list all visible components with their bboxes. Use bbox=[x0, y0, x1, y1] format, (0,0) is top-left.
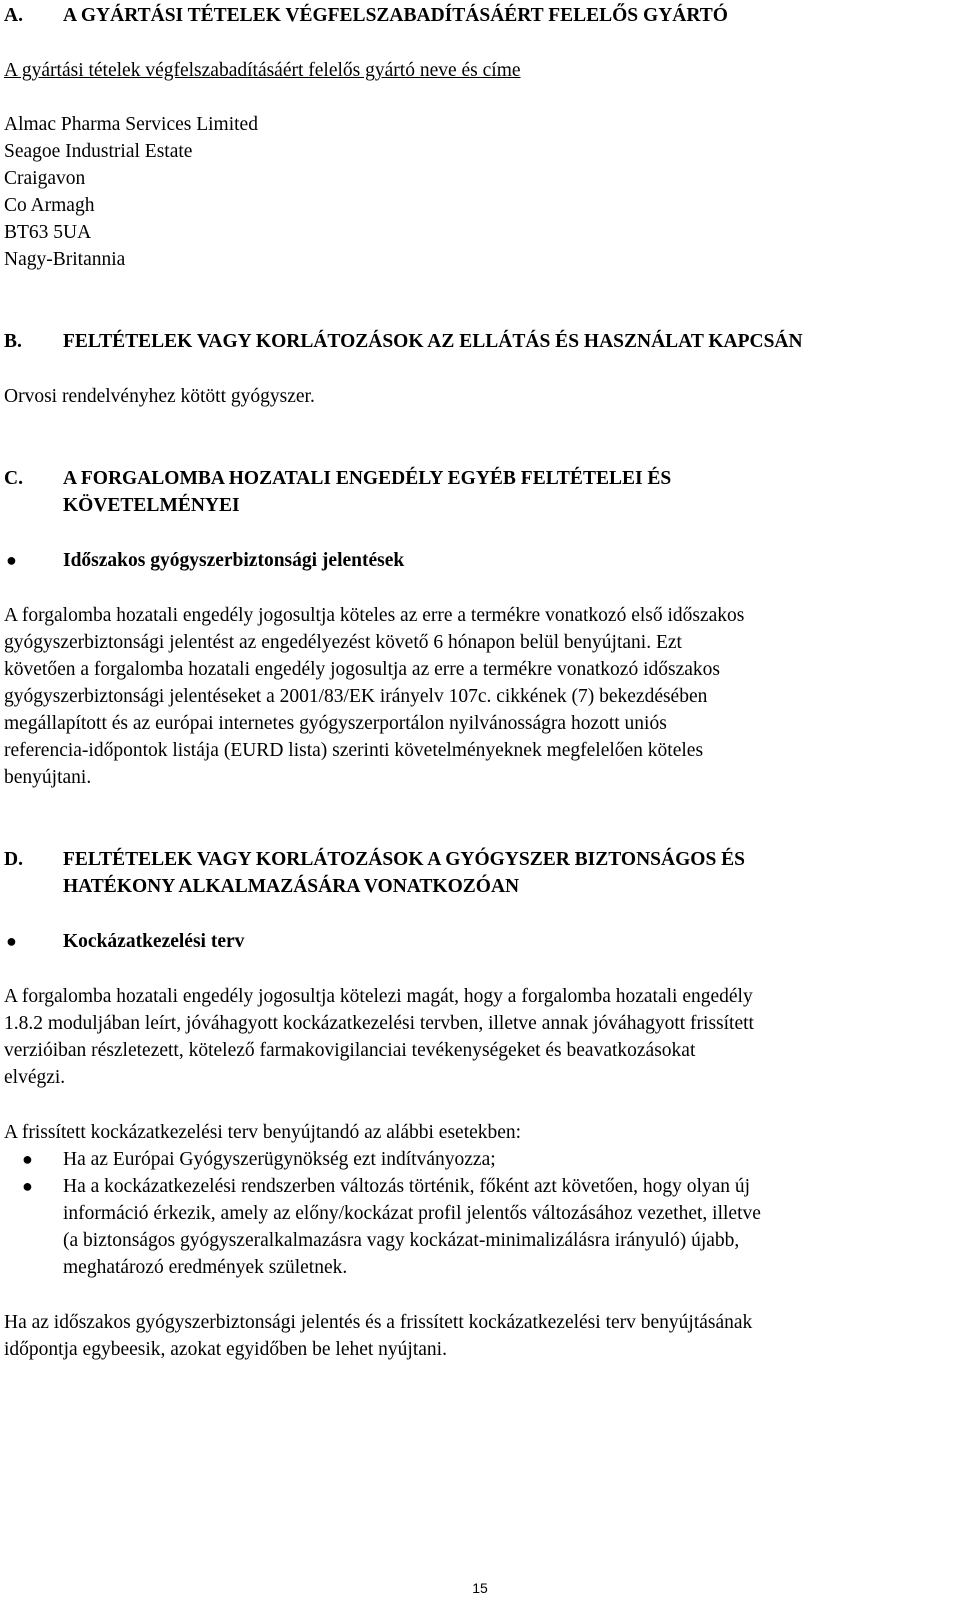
paragraph-line: gyógyszerbiztonsági jelentést az engedélyezést követő 6 hónapon belül benyújtani. Ezt bbox=[4, 632, 682, 653]
address-line: BT63 5UA bbox=[4, 222, 92, 243]
section-b-text: Orvosi rendelvényhez kötött gyógyszer. bbox=[4, 386, 315, 407]
paragraph-line: 1.8.2 moduljában leírt, jóváhagyott kockázatkezelési tervben, illetve annak jóváhagyott frissített bbox=[4, 1013, 754, 1034]
paragraph-line: A forgalomba hozatali engedély jogosultja köteles az erre a termékre vonatkozó első időszakos bbox=[4, 605, 745, 626]
list-item: Ha az Európai Gyógyszerügynökség ezt indítványozza; bbox=[63, 1149, 496, 1170]
bullet-icon: ● bbox=[6, 550, 17, 570]
section-b-title: FELTÉTELEK VAGY KORLÁTOZÁSOK AZ ELLÁTÁS ÉS HASZNÁLAT KAPCSÁN bbox=[63, 331, 803, 352]
page-number: 15 bbox=[472, 1580, 488, 1596]
paragraph-line: benyújtani. bbox=[4, 767, 92, 788]
paragraph-line: referencia-időpontok listája (EURD lista) szerinti követelményeknek megfelelően köteles bbox=[4, 740, 704, 761]
bullet-icon: ● bbox=[6, 931, 17, 951]
section-d-title-line: FELTÉTELEK VAGY KORLÁTOZÁSOK A GYÓGYSZER BIZTONSÁGOS ÉS bbox=[63, 849, 746, 870]
bullet-icon: ● bbox=[22, 1149, 33, 1169]
section-a-subheading: A gyártási tételek végfelszabadításáért felelős gyártó neve és címe bbox=[4, 60, 521, 81]
paragraph-line: követően a forgalomba hozatali engedély jogosultja az erre a termékre vonatkozó időszakos bbox=[4, 659, 720, 680]
section-c-bullet-heading: Időszakos gyógyszerbiztonsági jelentések bbox=[63, 550, 405, 571]
list-item-line: meghatározó eredmények születnek. bbox=[63, 1257, 348, 1278]
paragraph-line: verzióiban részletezett, kötelező farmakovigilanciai tevékenységeket és beavatkozásokat bbox=[4, 1040, 696, 1061]
section-c-label: C. bbox=[4, 468, 23, 489]
address-line: Seagoe Industrial Estate bbox=[4, 141, 193, 162]
bullet-icon: ● bbox=[22, 1176, 33, 1196]
paragraph-intro: A frissített kockázatkezelési terv benyújtandó az alábbi esetekben: bbox=[4, 1122, 522, 1143]
section-a-label: A. bbox=[4, 5, 23, 26]
section-d-label: D. bbox=[4, 849, 23, 870]
paragraph-line: elvégzi. bbox=[4, 1067, 66, 1088]
section-d-bullet-heading: Kockázatkezelési terv bbox=[63, 931, 245, 952]
address-line: Nagy-Britannia bbox=[4, 249, 126, 270]
section-b-label: B. bbox=[4, 331, 22, 352]
list-item-line: (a biztonságos gyógyszeralkalmazásra vagy kockázat-minimalizálásra irányuló) újabb, bbox=[63, 1230, 740, 1251]
section-a-title: A GYÁRTÁSI TÉTELEK VÉGFELSZABADÍTÁSÁÉRT FELELŐS GYÁRTÓ bbox=[63, 5, 728, 26]
section-c-title-line: KÖVETELMÉNYEI bbox=[63, 495, 240, 516]
address-line: Almac Pharma Services Limited bbox=[4, 114, 258, 135]
paragraph-line: A forgalomba hozatali engedély jogosultja kötelezi magát, hogy a forgalomba hozatali engedély bbox=[4, 986, 753, 1007]
list-item-line: információ érkezik, amely az előny/kockázat profil jelentős változásához vezethet, illetve bbox=[63, 1203, 761, 1224]
address-line: Co Armagh bbox=[4, 195, 95, 216]
paragraph-line: Ha az időszakos gyógyszerbiztonsági jelentés és a frissített kockázatkezelési terv benyújtásának bbox=[4, 1312, 753, 1333]
section-c-title-line: A FORGALOMBA HOZATALI ENGEDÉLY EGYÉB FELTÉTELEI ÉS bbox=[63, 468, 672, 489]
list-item-line: Ha a kockázatkezelési rendszerben változás történik, főként azt követően, hogy olyan új bbox=[63, 1176, 751, 1197]
paragraph-line: időpontja egybeesik, azokat egyidőben be lehet nyújtani. bbox=[4, 1339, 447, 1360]
address-line: Craigavon bbox=[4, 168, 86, 189]
paragraph-line: megállapított és az európai internetes gyógyszerportálon nyilvánosságra hozott uniós bbox=[4, 713, 667, 734]
section-d-title-line: HATÉKONY ALKALMAZÁSÁRA VONATKOZÓAN bbox=[63, 876, 520, 897]
paragraph-line: gyógyszerbiztonsági jelentéseket a 2001/83/EK irányelv 107c. cikkének (7) bekezdésében bbox=[4, 686, 708, 707]
